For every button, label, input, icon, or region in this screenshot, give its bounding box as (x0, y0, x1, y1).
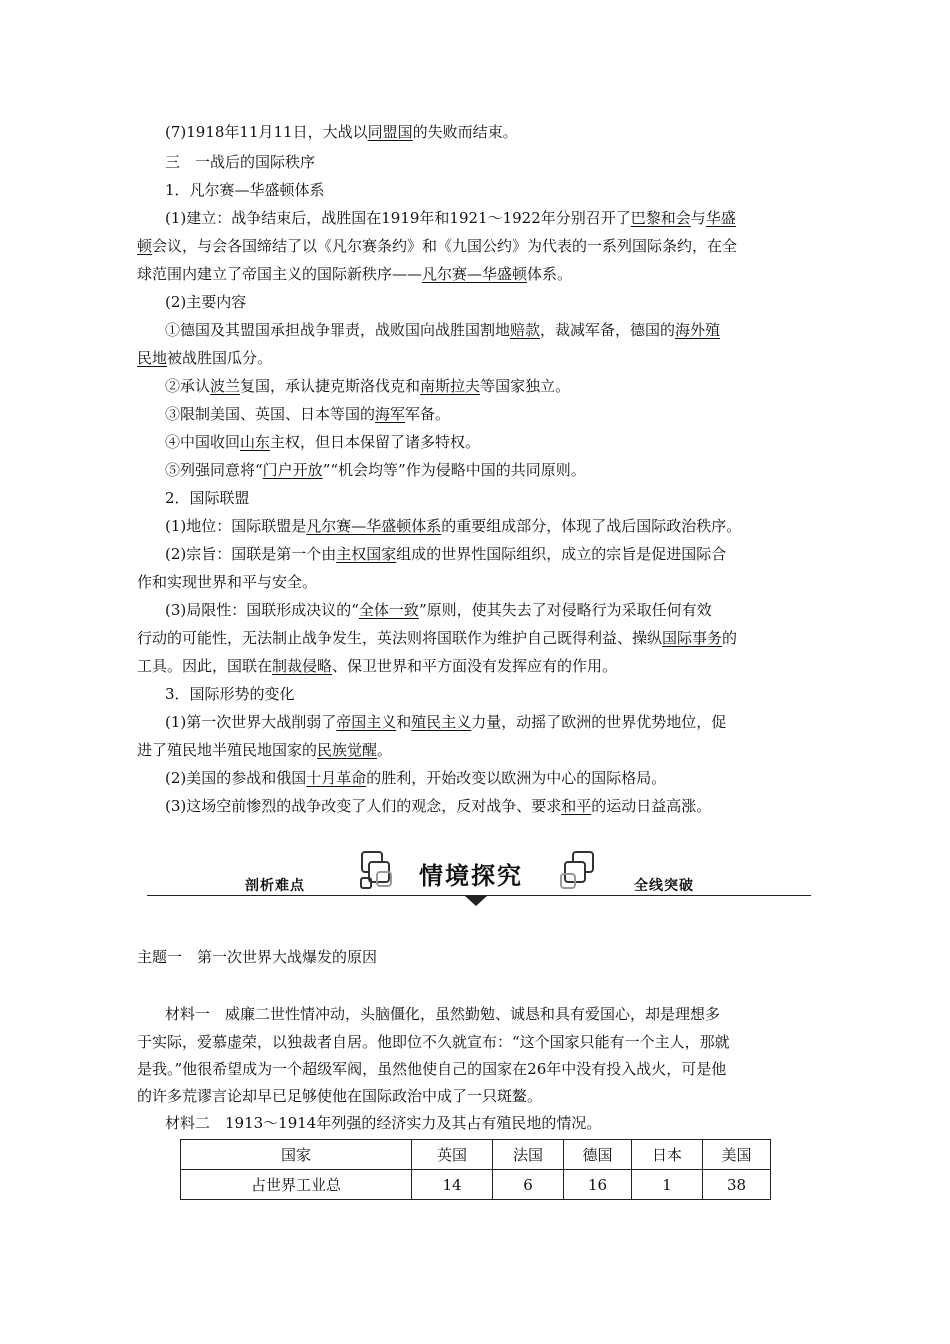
banner-left-label: 剖析难点 (245, 878, 305, 894)
text-line: 顿会议，与会各国缔结了以《凡尔赛条约》和《九国公约》为代表的一系列国际条约，在全 (137, 237, 738, 255)
data-table (180, 1139, 771, 1200)
text-line: (1)地位：国际联盟是凡尔赛—华盛顿体系的重要组成部分，体现了战后国际政治秩序。 (165, 517, 742, 535)
table-cell: 38 (703, 1170, 771, 1200)
text-line: ⑤列强同意将“门户开放”“机会均等”作为侵略中国的共同原则。 (165, 461, 586, 479)
squares-icon (559, 850, 599, 894)
text-line: ③限制美国、英国、日本等国的海军军备。 (165, 405, 451, 423)
table-cell: 1 (632, 1170, 703, 1200)
text-line: 工具。因此，国联在制裁侵略、保卫世界和平方面没有发挥应有的作用。 (137, 657, 618, 675)
text-line: 的许多荒谬言论却早已足够使他在国际政治中成了一只斑鳌。 (137, 1087, 543, 1105)
text-line: 进了殖民地半殖民地国家的民族觉醒。 (137, 741, 393, 759)
text-line: 民地被战胜国瓜分。 (137, 349, 273, 367)
table-cell: 16 (564, 1170, 632, 1200)
down-triangle-icon (465, 896, 487, 906)
section-banner (147, 848, 811, 910)
text-line: 材料一 威廉二世性情冲动，头脑僵化，虽然勤勉、诚恳和具有爱国心，却是理想多 (165, 1005, 721, 1023)
text-line: 是我。”他很希望成为一个超级军阀，虽然他使自己的国家在26年中没有投入战火，可是他 (137, 1060, 727, 1078)
table-cell: 法国 (493, 1140, 564, 1170)
text-line: (7)1918年11月11日，大战以同盟国的失败而结束。 (165, 123, 518, 141)
table-cell: 6 (493, 1170, 564, 1200)
section-heading: 三 一战后的国际秩序 (165, 153, 316, 171)
table-row (181, 1140, 771, 1170)
table-cell: 日本 (632, 1140, 703, 1170)
text-line: ①德国及其盟国承担战争罪责，战败国向战胜国割地赔款，裁减军备，德国的海外殖 (165, 321, 721, 339)
topic-heading: 主题一 第一次世界大战爆发的原因 (137, 948, 378, 966)
text-line: 材料二 1913～1914年列强的经济实力及其占有殖民地的情况。 (165, 1114, 602, 1132)
text-line: 球范围内建立了帝国主义的国际新秩序——凡尔赛—华盛顿体系。 (137, 265, 573, 283)
text-line: (1)第一次世界大战削弱了帝国主义和殖民主义力量，动摇了欧洲的世界优势地位，促 (165, 713, 727, 731)
table-cell: 14 (412, 1170, 493, 1200)
text-line: ④中国收回山东主权，但日本保留了诸多特权。 (165, 433, 481, 451)
subsection-heading: 1．凡尔赛—华盛顿体系 (165, 181, 325, 199)
table-cell: 美国 (703, 1140, 771, 1170)
table-cell: 占世界工业总 (181, 1170, 412, 1200)
text-line: (2)美国的参战和俄国十月革命的胜利，开始改变以欧洲为中心的国际格局。 (165, 769, 667, 787)
text-line: 行动的可能性，无法制止战争发生，英法则将国联作为维护自己既得利益、操纵国际事务的 (137, 629, 738, 647)
banner-right-label: 全线突破 (634, 878, 694, 894)
text-line: ②承认波兰复国，承认捷克斯洛伐克和南斯拉夫等国家独立。 (165, 377, 571, 395)
table-cell: 国家 (181, 1140, 412, 1170)
text-line: 作和实现世界和平与安全。 (137, 573, 318, 591)
text-line: (3)这场空前惨烈的战争改变了人们的观念，反对战争、要求和平的运动日益高涨。 (165, 797, 712, 815)
text-line: (1)建立：战争结束后，战胜国在1919年和1921～1922年分别召开了巴黎和会与华盛 (165, 209, 736, 227)
subsection-heading: 2．国际联盟 (165, 489, 250, 507)
text-line: (3)局限性：国联形成决议的“全体一致”原则，使其失去了对侵略行为采取任何有效 (165, 601, 712, 619)
text-line: (2)主要内容 (165, 293, 247, 311)
subsection-heading: 3．国际形势的变化 (165, 685, 295, 703)
text-line: 于实际，爱慕虚荣，以独裁者自居。他即位不久就宣布：“这个国家只能有一个主人，那就 (137, 1033, 730, 1051)
text-line: (2)宗旨：国联是第一个由主权国家组成的世界性国际组织，成立的宗旨是促进国际合 (165, 545, 727, 563)
squares-icon (359, 850, 399, 894)
table-cell: 英国 (412, 1140, 493, 1170)
table-cell: 德国 (564, 1140, 632, 1170)
banner-title: 情境探究 (419, 862, 523, 890)
table-row (181, 1170, 771, 1200)
